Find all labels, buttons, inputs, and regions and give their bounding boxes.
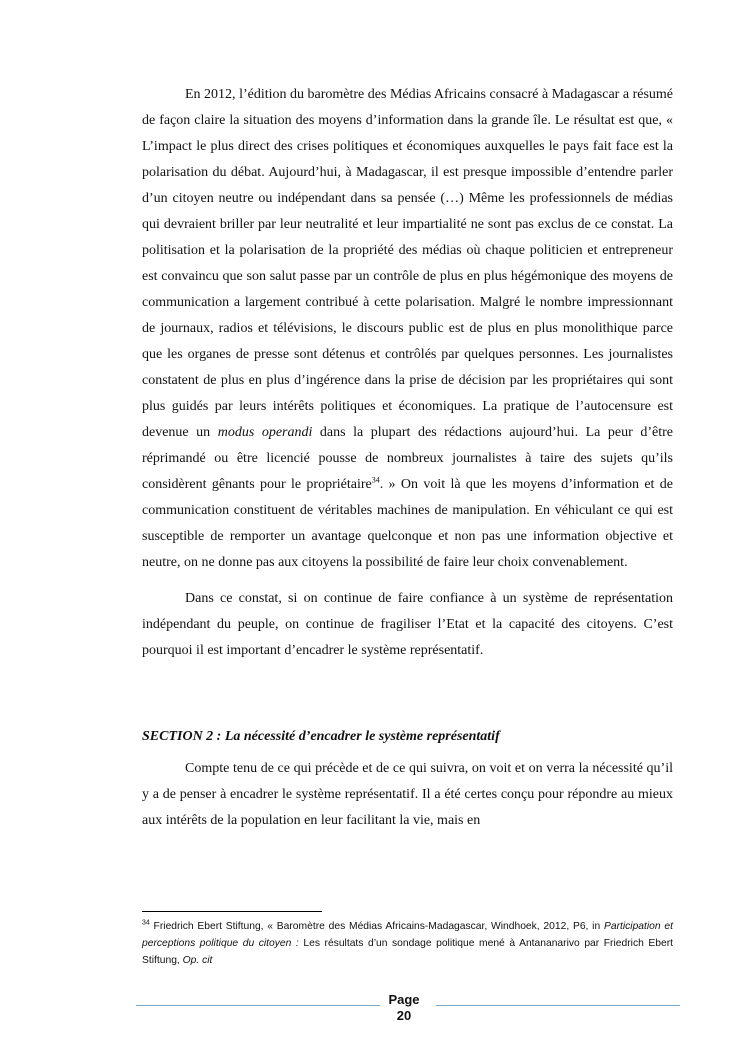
page-body: [142, 82, 673, 834]
footnote-text-b: Les résultats d’un sondage politique mené à Antananarivo par Friedrich Ebert Stiftung,: [142, 938, 673, 966]
footnote-italic-opcit: Op. cit: [182, 955, 213, 966]
page-number-block: [384, 992, 424, 1024]
footnote-separator: [142, 911, 322, 912]
footer-rule-right: [436, 1005, 680, 1006]
footnote-italic-title: Participation et perceptions politique du citoyen :: [142, 921, 673, 949]
paragraph-1: [142, 82, 673, 576]
paragraph-1-italic: modus operandi: [217, 425, 313, 440]
paragraph-1-text-a: En 2012, l’édition du baromètre des Médias Africains consacré à Madagascar a résumé de façon claire la situation des moyens d’information dans la grande île. Le résultat est que, « L’impact le plus direct des crises politiques et économiques auxquelles le pays fait face est la polarisation du débat. Aujourd’hui, à Madagascar, il est presque impossible d’entendre parler d’un citoyen neutre ou indépendant dans sa pensée (…) Même les professionnels de médias qui devraient briller par leur neutralité et leur impartialité ne sont pas exclus de ce constat. La politisation et la polarisation de la propriété des médias où chaque politicien et entrepreneur est convaincu que son salut passe par un contrôle de plus en plus hégémonique des moyens de communication a largement contribué à cette polarisation. Malgré le nombre impressionnant de journaux, radios et télévisions, le discours public est de plus en plus monolithique parce que les organes de presse sont détenus et contrôlés par quelques personnes. Les journalistes constatent de plus en plus d’ingérence dans la prise de décision par les propriétaires qui sont plus guidés par leurs intérêts politiques et économiques. La pratique de l’autocensure est devenue un: [142, 87, 673, 440]
paragraph-3: Compte tenu de ce qui précède et de ce qui suivra, on voit et on verra la nécessité qu’il y a de penser à encadrer le système représentatif. Il a été certes conçu pour répondre au mieux aux intérêts de la population en leur facilitant la vie, mais en: [142, 761, 673, 828]
footnote-text-a: Friedrich Ebert Stiftung, « Baromètre des Médias Africains-Madagascar, Windhoek, 2012, P6, in: [149, 921, 604, 932]
footnote-reference: 34: [371, 475, 380, 485]
page-label: Page: [388, 992, 420, 1007]
paragraph-2: Dans ce constat, si on continue de faire confiance à un système de représentation indépendant du peuple, on continue de fragiliser l’Etat et la capacité des citoyens. C’est pourquoi il est important d’encadrer le système représentatif.: [142, 591, 673, 658]
footnote: [142, 918, 673, 969]
footer-rule-left: [136, 1005, 380, 1006]
section-title: SECTION 2 : La nécessité d’encadrer le système représentatif: [142, 729, 500, 744]
page-number: 20: [396, 1008, 412, 1023]
paragraph-1-text-c: . » On voit là que les moyens d’information et de communication constituent de véritables machines de manipulation. En véhiculant ce qui est susceptible de remporter un avantage quelconque et non pas une information objective et neutre, on ne donne pas aux citoyens la possibilité de faire leur choix convenablement.: [142, 477, 673, 570]
paragraph-1-text-b: dans la plupart des rédactions aujourd’hui. La peur d’être réprimandé ou être licencié pousse de nombreux journalistes à taire des sujets qu’ils considèrent gênants pour le propriétaire: [142, 425, 673, 492]
footnote-number: 34: [142, 919, 150, 927]
